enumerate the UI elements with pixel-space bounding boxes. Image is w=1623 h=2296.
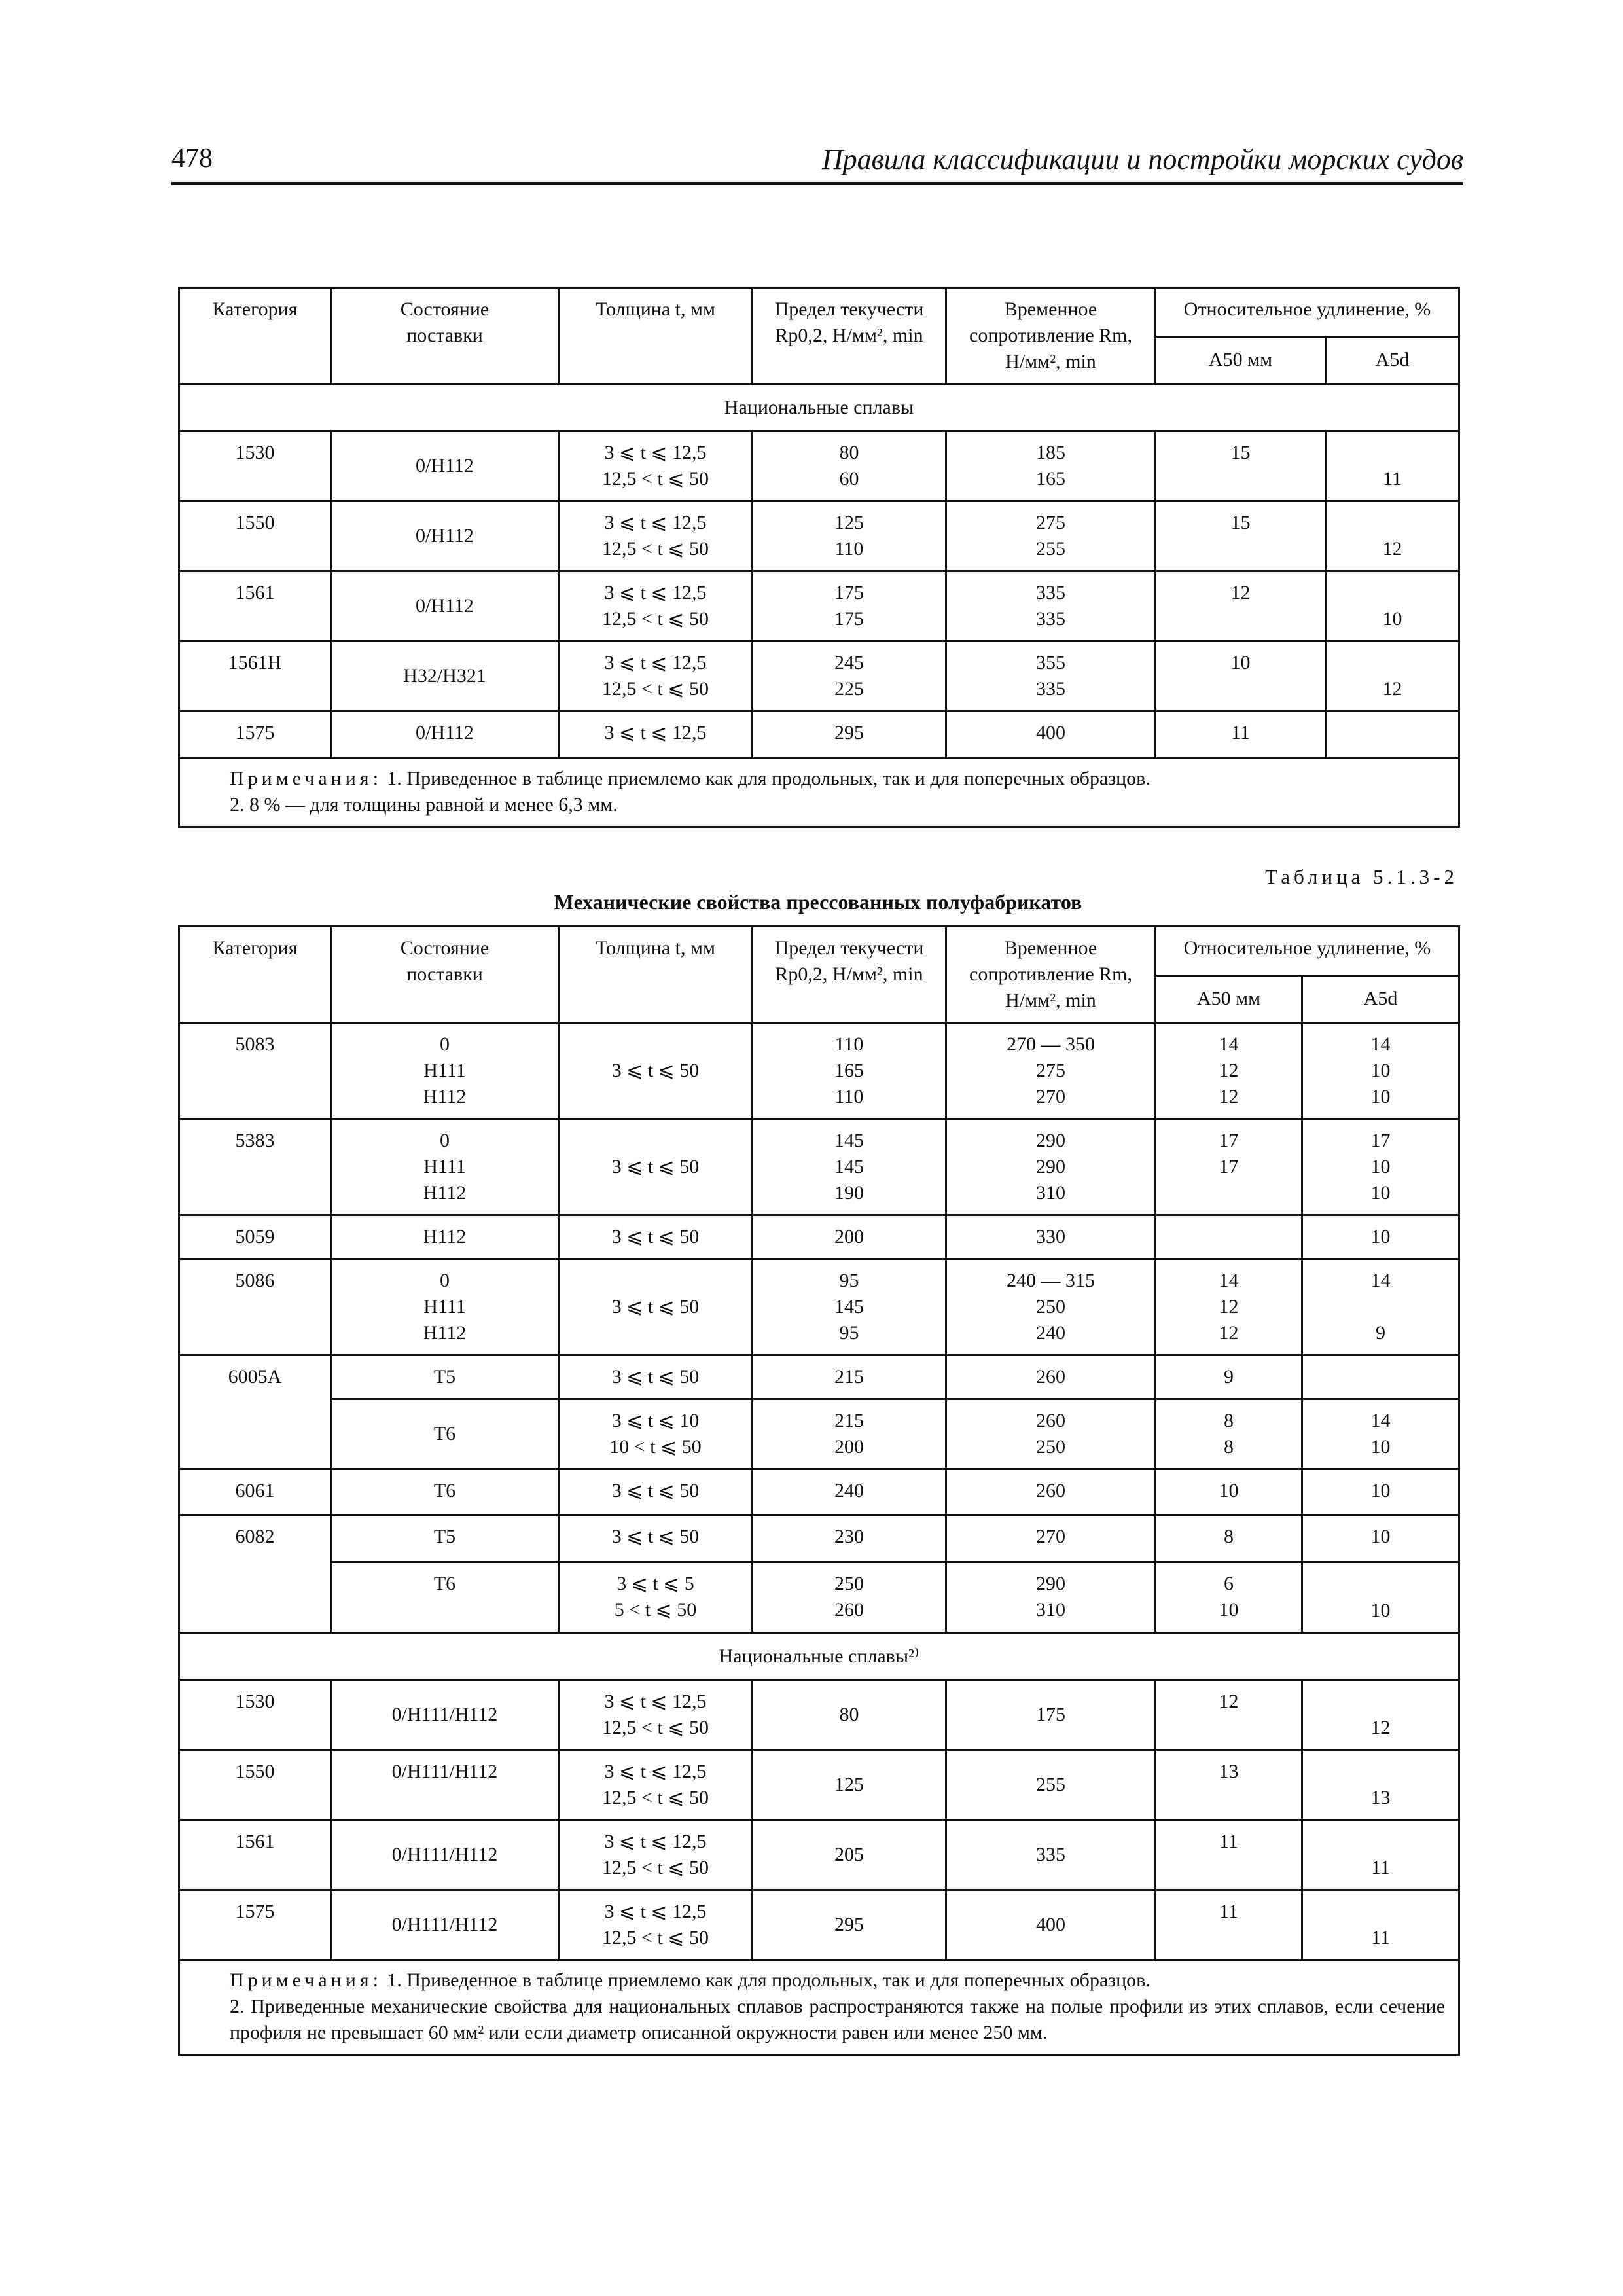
category-cell: 5083 [179,1023,331,1119]
a50-cell: 8 [1156,1515,1302,1562]
a50-cell: 12 [1156,1680,1302,1750]
notes-label: Примечания: [230,1969,382,1991]
category-cell: 5383 [179,1119,331,1215]
header-a5d: A5d [1326,336,1459,384]
yield-cell: 95 145 95 [753,1259,946,1355]
yield-cell: 145 145 190 [753,1119,946,1215]
a50-cell: 15 [1156,501,1326,571]
tensile-cell: 260 [946,1469,1156,1515]
table-extruded-products [178,925,1460,2056]
notes-label: Примечания: [230,768,382,789]
condition-cell: T6 [331,1469,559,1515]
thickness-cell: 3 ⩽ t ⩽ 12,5 [559,711,753,759]
a50-cell: 6 10 [1156,1562,1302,1633]
category-cell: 1575 [179,1890,331,1960]
page-number: 478 [171,143,213,173]
table-row [179,1399,1459,1469]
thickness-cell: 3 ⩽ t ⩽ 12,5 12,5 < t ⩽ 50 [559,1820,753,1890]
header-yield: Предел текучести Rp0,2, Н/мм², min [753,288,946,384]
tensile-cell: 335 [946,1820,1156,1890]
thickness-cell: 3 ⩽ t ⩽ 50 [559,1119,753,1215]
header-tensile: Временное сопротивление Rm, Н/мм², min [946,927,1156,1023]
a5d-cell: 12 [1326,501,1459,571]
a50-cell: 13 [1156,1750,1302,1820]
a50-cell: 10 [1156,641,1326,711]
section-row [179,1633,1459,1680]
header-thickness: Толщина t, мм [559,288,753,384]
condition-cell: 0/H111/H112 [331,1680,559,1750]
table-row [179,1023,1459,1119]
header-yield: Предел текучести Rp0,2, Н/мм², min [753,927,946,1023]
table2-notes [179,1960,1459,2055]
section-row [179,384,1459,431]
a50-cell: 12 [1156,571,1326,641]
thickness-cell: 3 ⩽ t ⩽ 50 [559,1355,753,1399]
header-thickness: Толщина t, мм [559,927,753,1023]
condition-cell: T5 [331,1515,559,1562]
a50-cell: 17 17 [1156,1119,1302,1215]
a5d-cell: 14 9 [1302,1259,1459,1355]
tensile-cell: 260 250 [946,1399,1156,1469]
table-row [179,1469,1459,1515]
yield-cell: 205 [753,1820,946,1890]
yield-cell: 175 175 [753,571,946,641]
a50-cell: 8 8 [1156,1399,1302,1469]
table-row [179,1750,1459,1820]
yield-cell: 200 [753,1215,946,1259]
a50-cell: 14 12 12 [1156,1259,1302,1355]
condition-cell: H112 [331,1215,559,1259]
header-category: Категория [179,927,331,1023]
condition-cell: 0/H112 [331,711,559,759]
table-aluminium-sheets-continued [178,287,1460,828]
condition-cell: T5 [331,1355,559,1399]
yield-cell: 80 60 [753,431,946,501]
section-title: Национальные сплавы [179,384,1459,431]
thickness-cell: 3 ⩽ t ⩽ 12,5 12,5 < t ⩽ 50 [559,1890,753,1960]
a5d-cell: 11 [1302,1890,1459,1960]
a50-cell: 15 [1156,431,1326,501]
table-row [179,1119,1459,1215]
header-condition: Состояние поставки [331,288,559,384]
tensile-cell: 270 [946,1515,1156,1562]
a5d-cell: 11 [1302,1820,1459,1890]
thickness-cell: 3 ⩽ t ⩽ 12,5 12,5 < t ⩽ 50 [559,431,753,501]
thickness-cell: 3 ⩽ t ⩽ 12,5 12,5 < t ⩽ 50 [559,1680,753,1750]
table-row [179,1215,1459,1259]
thickness-cell: 3 ⩽ t ⩽ 50 [559,1515,753,1562]
thickness-cell: 3 ⩽ t ⩽ 12,5 12,5 < t ⩽ 50 [559,641,753,711]
condition-cell: 0/H112 [331,431,559,501]
condition-cell: 0/H111/H112 [331,1750,559,1820]
a50-cell: 14 12 12 [1156,1023,1302,1119]
a5d-cell [1302,1355,1459,1399]
page-header [171,143,1463,185]
section-title: Национальные сплавы²⁾ [179,1633,1459,1680]
thickness-cell: 3 ⩽ t ⩽ 5 5 < t ⩽ 50 [559,1562,753,1633]
note-1: 1. Приведенное в таблице приемлемо как для продольных, так и для поперечных образцов. [387,1969,1150,1991]
thickness-cell: 3 ⩽ t ⩽ 12,5 12,5 < t ⩽ 50 [559,501,753,571]
header-elongation: Относительное удлинение, % [1156,927,1459,976]
category-cell: 1550 [179,501,331,571]
tensile-cell: 400 [946,711,1156,759]
condition-cell: T6 [331,1399,559,1469]
header-row [179,288,1459,337]
category-cell: 1550 [179,1750,331,1820]
thickness-cell: 3 ⩽ t ⩽ 10 10 < t ⩽ 50 [559,1399,753,1469]
category-cell: 5086 [179,1259,331,1355]
table-label: Таблица 5.1.3-2 [1265,865,1458,888]
a5d-cell: 14 10 [1302,1399,1459,1469]
category-cell: 1575 [179,711,331,759]
yield-cell: 295 [753,1890,946,1960]
note-2: 2. 8 % — для толщины равной и менее 6,3 мм. [230,794,618,816]
tensile-cell: 400 [946,1890,1156,1960]
tensile-cell: 270 — 350 275 270 [946,1023,1156,1119]
table-row [179,1259,1459,1355]
thickness-cell: 3 ⩽ t ⩽ 50 [559,1023,753,1119]
a5d-cell: 10 [1302,1562,1459,1633]
condition-cell: 0 H111 H112 [331,1119,559,1215]
header-row [179,927,1459,976]
note-2: 2. Приведенные механические свойства для национальных сплавов распространяются также на полые профили из этих сплавов, если сечение профиля не превышает 60 мм² или если диаметр описанной окружности равен или менее 250 мм. [230,1996,1446,2043]
category-cell: 1561H [179,641,331,711]
yield-cell: 215 [753,1355,946,1399]
thickness-cell: 3 ⩽ t ⩽ 50 [559,1215,753,1259]
thickness-cell: 3 ⩽ t ⩽ 50 [559,1469,753,1515]
table-row [179,1680,1459,1750]
category-cell: 1530 [179,1680,331,1750]
condition-cell: 0/H111/H112 [331,1890,559,1960]
tensile-cell: 355 335 [946,641,1156,711]
yield-cell: 240 [753,1469,946,1515]
category-cell: 1561 [179,571,331,641]
condition-cell: 0/H112 [331,501,559,571]
tensile-cell: 240 — 315 250 240 [946,1259,1156,1355]
a50-cell: 11 [1156,1820,1302,1890]
thickness-cell: 3 ⩽ t ⩽ 12,5 12,5 < t ⩽ 50 [559,571,753,641]
table-row [179,1890,1459,1960]
category-cell: 5059 [179,1215,331,1259]
yield-cell: 250 260 [753,1562,946,1633]
table-row [179,501,1459,571]
a5d-cell: 12 [1302,1680,1459,1750]
tensile-cell: 330 [946,1215,1156,1259]
thickness-cell: 3 ⩽ t ⩽ 50 [559,1259,753,1355]
thickness-cell: 3 ⩽ t ⩽ 12,5 12,5 < t ⩽ 50 [559,1750,753,1820]
header-condition: Состояние поставки [331,927,559,1023]
header-tensile: Временное сопротивление Rm, Н/мм², min [946,288,1156,384]
header-a50: A50 мм [1156,336,1326,384]
a5d-cell: 12 [1326,641,1459,711]
condition-cell: 0 H111 H112 [331,1023,559,1119]
tensile-cell: 290 290 310 [946,1119,1156,1215]
notes-row [179,759,1459,827]
yield-cell: 110 165 110 [753,1023,946,1119]
a50-cell: 9 [1156,1355,1302,1399]
yield-cell: 215 200 [753,1399,946,1469]
category-cell: 6061 [179,1469,331,1515]
yield-cell: 125 110 [753,501,946,571]
condition-cell: H32/H321 [331,641,559,711]
a5d-cell: 10 [1302,1469,1459,1515]
tensile-cell: 335 335 [946,571,1156,641]
table-row [179,711,1459,759]
header-category: Категория [179,288,331,384]
a50-cell: 10 [1156,1469,1302,1515]
a5d-cell: 10 [1302,1215,1459,1259]
note-1: 1. Приведенное в таблице приемлемо как для продольных, так и для поперечных образцов. [387,768,1150,789]
tensile-cell: 290 310 [946,1562,1156,1633]
header-elongation: Относительное удлинение, % [1156,288,1459,337]
table-caption: Механические свойства прессованных полуфабрикатов [554,890,1082,914]
header-a50: A50 мм [1156,975,1302,1022]
yield-cell: 80 [753,1680,946,1750]
condition-cell: T6 [331,1562,559,1633]
table1-notes [179,759,1459,827]
a5d-cell: 11 [1326,431,1459,501]
condition-cell: 0/H111/H112 [331,1820,559,1890]
tensile-cell: 275 255 [946,501,1156,571]
notes-row [179,1960,1459,2055]
a5d-cell [1326,711,1459,759]
a50-cell [1156,1215,1302,1259]
yield-cell: 245 225 [753,641,946,711]
table-row [179,1820,1459,1890]
table-row [179,1562,1459,1633]
a5d-cell: 14 10 10 [1302,1023,1459,1119]
table-row [179,431,1459,501]
table-row [179,1515,1459,1562]
yield-cell: 125 [753,1750,946,1820]
table-row [179,641,1459,711]
a5d-cell: 10 [1326,571,1459,641]
category-cell: 6082 [179,1515,331,1633]
yield-cell: 230 [753,1515,946,1562]
header-a5d: A5d [1302,975,1459,1022]
tensile-cell: 255 [946,1750,1156,1820]
a50-cell: 11 [1156,1890,1302,1960]
table-row [179,571,1459,641]
a5d-cell: 10 [1302,1515,1459,1562]
category-cell: 6005A [179,1355,331,1469]
condition-cell: 0/H112 [331,571,559,641]
tensile-cell: 175 [946,1680,1156,1750]
running-title: Правила классификации и постройки морских судов [821,143,1463,175]
table-row [179,1355,1459,1399]
tensile-cell: 185 165 [946,431,1156,501]
a5d-cell: 17 10 10 [1302,1119,1459,1215]
yield-cell: 295 [753,711,946,759]
condition-cell: 0 H111 H112 [331,1259,559,1355]
a50-cell: 11 [1156,711,1326,759]
tensile-cell: 260 [946,1355,1156,1399]
category-cell: 1530 [179,431,331,501]
a5d-cell: 13 [1302,1750,1459,1820]
category-cell: 1561 [179,1820,331,1890]
